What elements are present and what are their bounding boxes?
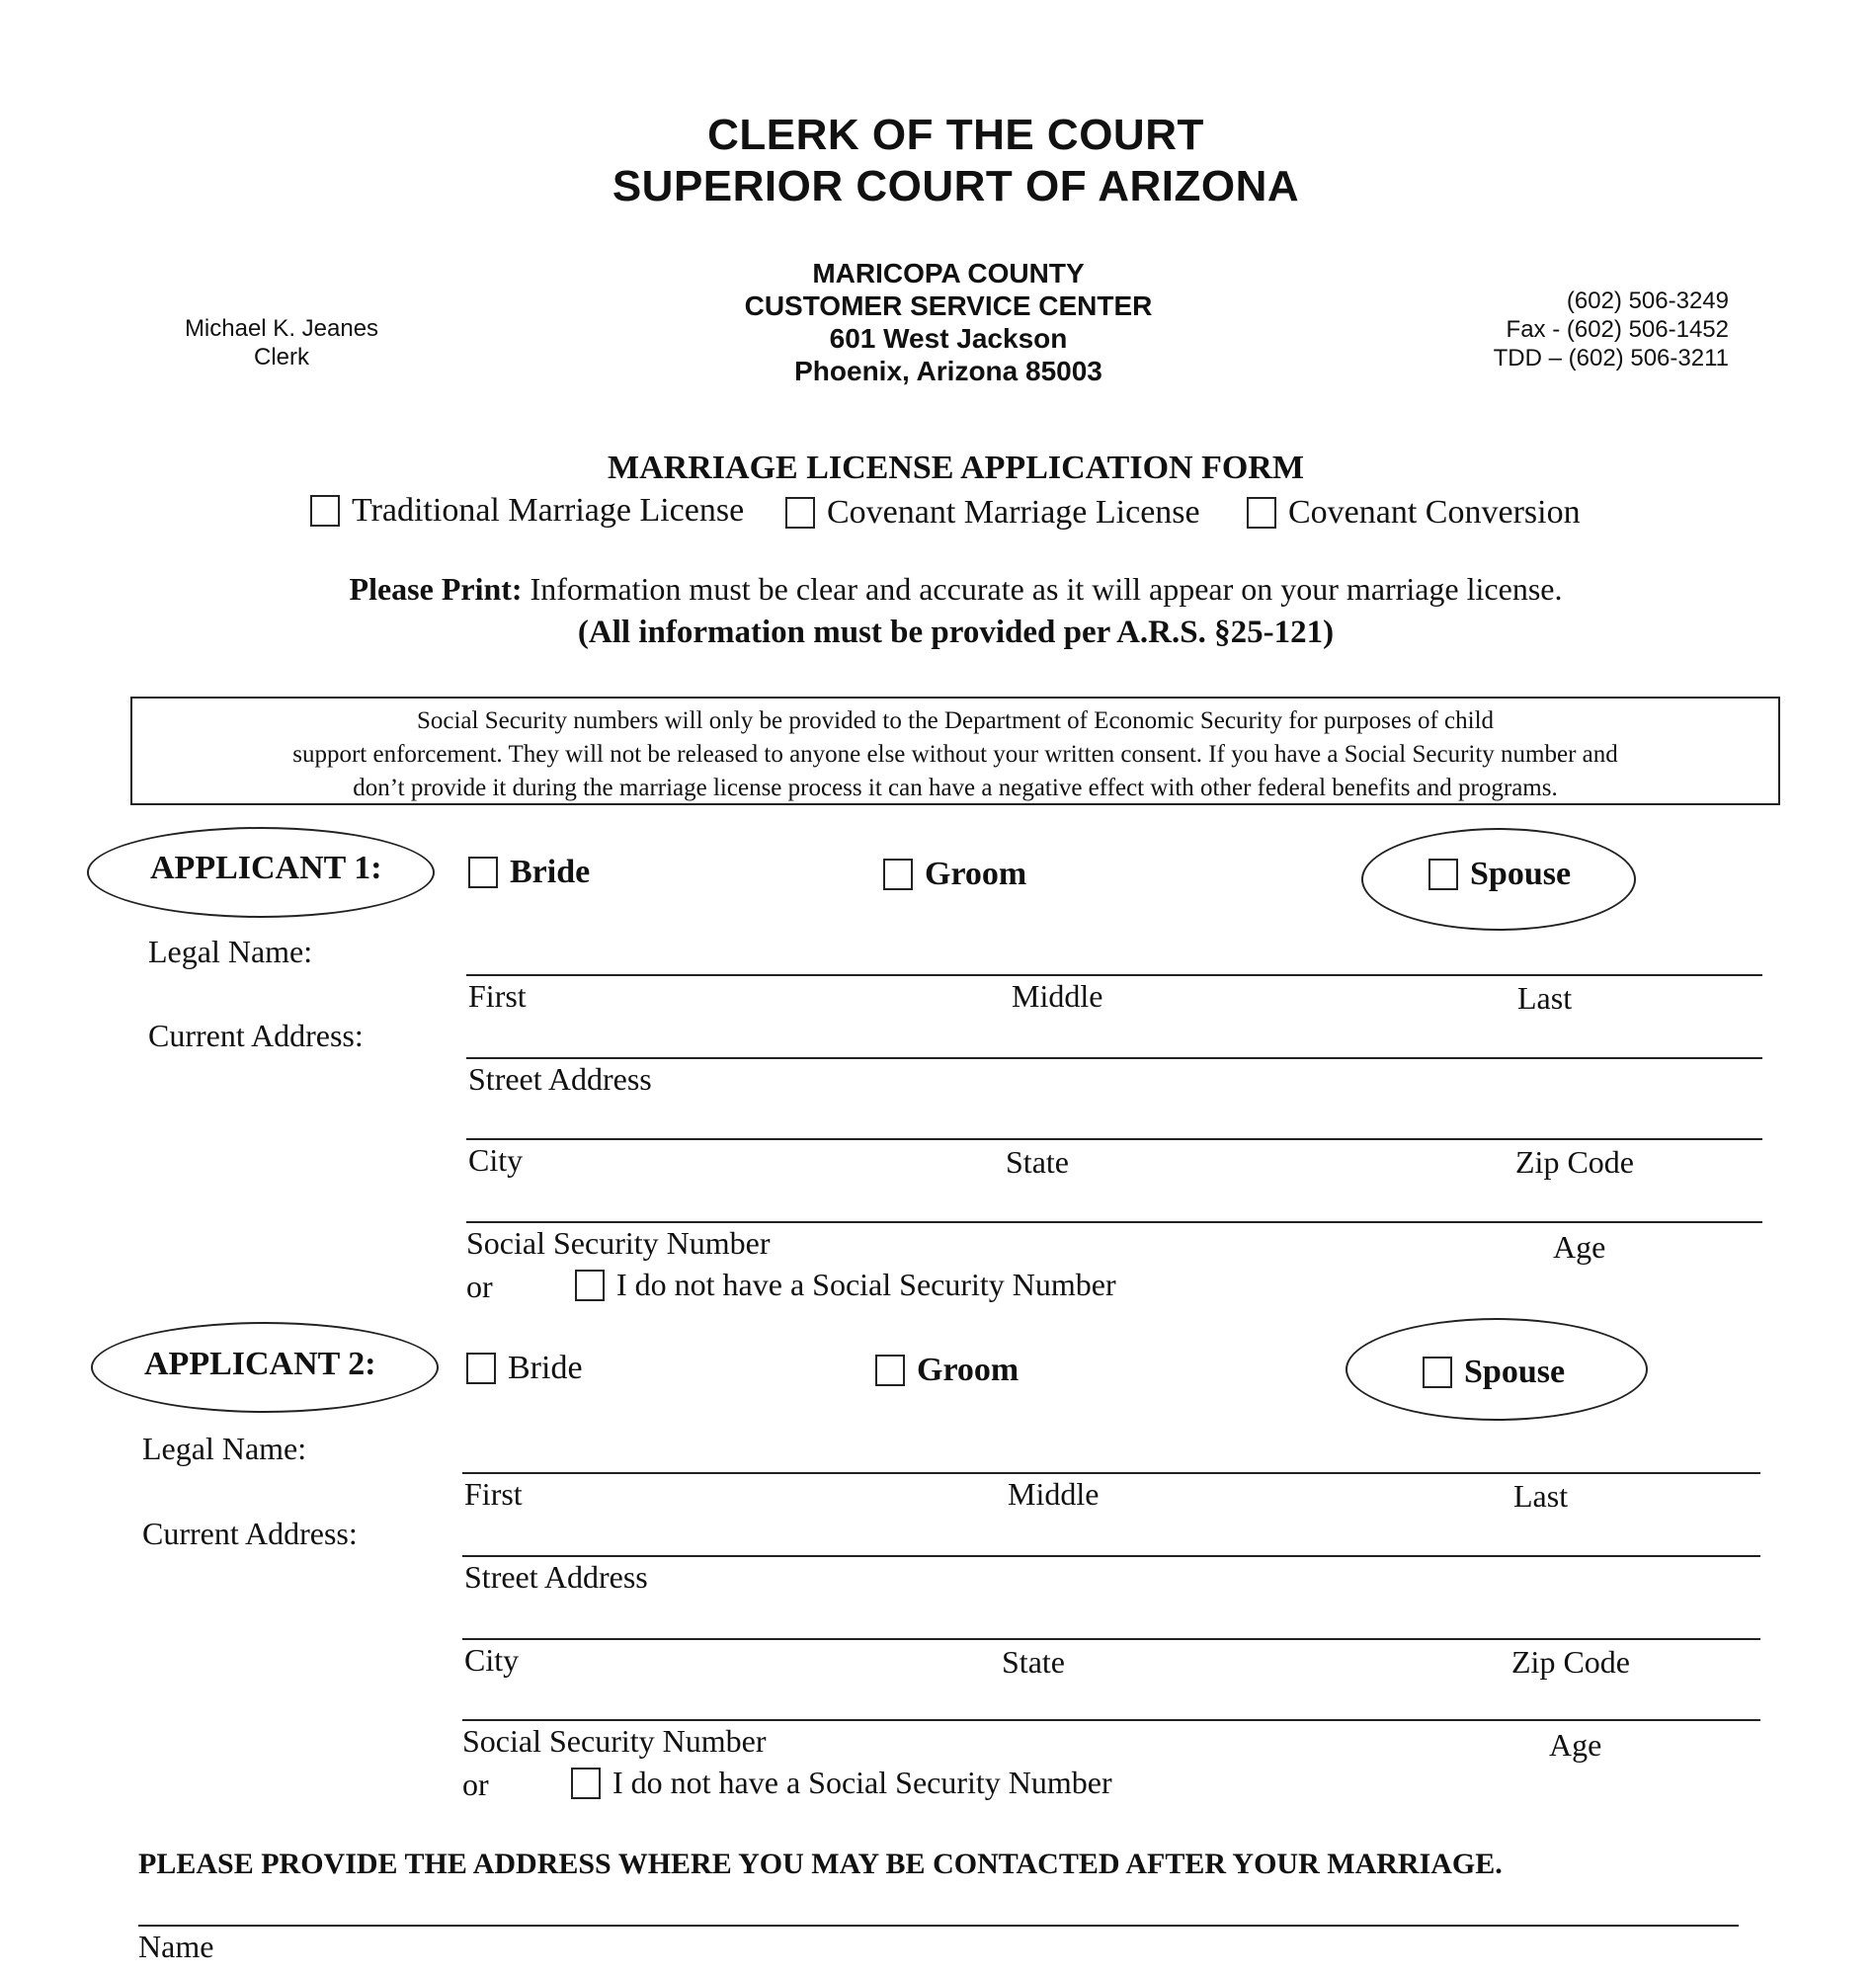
applicant2-first-label: First: [464, 1476, 523, 1512]
applicant2-last-label: Last: [1513, 1478, 1569, 1514]
applicant1-groom-label: Groom: [925, 856, 1027, 892]
ssn-notice-line3: don’t provide it during the marriage license process it can have a negative effect with other federal benefits and programs.: [353, 775, 1558, 801]
applicant2-ssn-line[interactable]: [462, 1719, 1760, 1721]
applicant1-spouse-option[interactable]: [1428, 856, 1571, 893]
tdd-number: TDD – (602) 506-3211: [1493, 345, 1729, 371]
applicant2-or-label: or: [462, 1767, 489, 1802]
applicant1-last-label: Last: [1517, 980, 1573, 1016]
applicant1-street-line[interactable]: [466, 1057, 1762, 1059]
applicant1-no-ssn-label: I do not have a Social Security Number: [616, 1267, 1116, 1302]
applicant1-groom-option[interactable]: [883, 856, 1026, 893]
license-conversion-checkbox[interactable]: [1247, 497, 1276, 529]
header-center: CUSTOMER SERVICE CENTER: [744, 290, 1153, 321]
applicant1-spouse-label: Spouse: [1470, 856, 1572, 892]
applicant1-zip-label: Zip Code: [1515, 1144, 1634, 1180]
applicant1-no-ssn-option[interactable]: [575, 1267, 1116, 1303]
applicant2-city-line[interactable]: [462, 1638, 1760, 1640]
header-city: Phoenix, Arizona 85003: [794, 356, 1102, 386]
header-street: 601 West Jackson: [829, 323, 1068, 354]
applicant1-no-ssn-checkbox[interactable]: [575, 1270, 605, 1301]
applicant2-bride-checkbox[interactable]: [466, 1353, 496, 1384]
header-address-block: [692, 257, 1205, 387]
applicant2-name-line[interactable]: [462, 1472, 1760, 1474]
print-label: Please Print:: [349, 571, 523, 607]
applicant2-street-label: Street Address: [464, 1559, 648, 1595]
applicant1-bride-checkbox[interactable]: [468, 857, 498, 888]
applicant1-first-label: First: [468, 978, 527, 1014]
applicant2-no-ssn-checkbox[interactable]: [571, 1768, 601, 1799]
print-instructions: [0, 571, 1876, 608]
applicant2-spouse-option[interactable]: [1423, 1354, 1565, 1391]
license-covenant-checkbox[interactable]: [785, 497, 815, 529]
ssn-notice-line2: support enforcement. They will not be released to anyone else without your written consent. If you have a Social Security number and: [292, 741, 1618, 768]
license-covenant-label: Covenant Marriage License: [827, 494, 1200, 531]
applicant1-heading: APPLICANT 1:: [150, 850, 382, 886]
clerk-block: [163, 314, 400, 371]
contact-heading: PLEASE PROVIDE THE ADDRESS WHERE YOU MAY BE CONTACTED AFTER YOUR MARRIAGE.: [138, 1848, 1503, 1880]
header-title-line1: CLERK OF THE COURT: [707, 111, 1204, 159]
header-county: MARICOPA COUNTY: [812, 258, 1085, 288]
header-title-line2: SUPERIOR COURT OF ARIZONA: [612, 162, 1300, 210]
applicant2-spouse-label: Spouse: [1464, 1354, 1566, 1390]
applicant2-spouse-checkbox[interactable]: [1423, 1357, 1452, 1388]
applicant2-groom-checkbox[interactable]: [875, 1355, 905, 1386]
phone-number: (602) 506-3249: [1566, 288, 1729, 314]
applicant1-bride-option[interactable]: [468, 854, 590, 891]
statute-note: (All information must be provided per A.R.S. §25-121): [577, 615, 1335, 650]
applicant1-groom-checkbox[interactable]: [883, 859, 913, 890]
applicant2-street-line[interactable]: [462, 1555, 1760, 1557]
license-traditional-checkbox[interactable]: [310, 495, 340, 527]
applicant2-zip-label: Zip Code: [1511, 1644, 1630, 1680]
fax-number: Fax - (602) 506-1452: [1506, 316, 1729, 343]
clerk-title: Clerk: [253, 344, 309, 370]
license-covenant-option[interactable]: [785, 494, 1200, 532]
ssn-notice-box: [130, 697, 1780, 805]
license-conversion-option[interactable]: [1247, 494, 1581, 532]
applicant2-bride-label: Bride: [508, 1350, 583, 1386]
print-text: Information must be clear and accurate as it will appear on your marriage license.: [530, 571, 1563, 607]
applicant2-state-label: State: [1002, 1644, 1065, 1680]
applicant1-name-line[interactable]: [466, 974, 1762, 976]
contact-numbers: [1432, 287, 1729, 372]
ssn-notice-line1: Social Security numbers will only be provided to the Department of Economic Security for purposes of child: [416, 707, 1495, 734]
applicant2-heading: APPLICANT 2:: [144, 1346, 376, 1382]
applicant2-groom-option[interactable]: [875, 1352, 1019, 1389]
applicant2-groom-label: Groom: [917, 1352, 1020, 1388]
applicant1-ssn-label: Social Security Number: [466, 1225, 771, 1261]
applicant1-city-label: City: [468, 1142, 524, 1178]
applicant2-current-address-label: Current Address:: [142, 1516, 358, 1551]
applicant1-current-address-label: Current Address:: [148, 1018, 364, 1053]
applicant2-middle-label: Middle: [1008, 1476, 1100, 1512]
applicant1-ssn-line[interactable]: [466, 1221, 1762, 1223]
contact-name-line[interactable]: [138, 1925, 1739, 1927]
license-traditional-option[interactable]: [310, 492, 744, 530]
applicant1-legal-name-label: Legal Name:: [148, 934, 313, 969]
contact-name-label: Name: [138, 1929, 214, 1964]
applicant2-no-ssn-label: I do not have a Social Security Number: [612, 1765, 1112, 1800]
license-traditional-label: Traditional Marriage License: [352, 492, 745, 529]
applicant2-bride-option[interactable]: [466, 1350, 583, 1387]
applicant1-bride-label: Bride: [510, 854, 591, 890]
applicant1-or-label: or: [466, 1269, 493, 1304]
applicant1-spouse-checkbox[interactable]: [1428, 859, 1458, 890]
license-conversion-label: Covenant Conversion: [1288, 494, 1581, 531]
applicant2-legal-name-label: Legal Name:: [142, 1431, 307, 1466]
applicant2-no-ssn-option[interactable]: [571, 1765, 1112, 1801]
form-title: MARRIAGE LICENSE APPLICATION FORM: [608, 450, 1304, 486]
applicant2-age-label: Age: [1549, 1727, 1602, 1763]
applicant1-middle-label: Middle: [1012, 978, 1103, 1014]
applicant1-street-label: Street Address: [468, 1061, 652, 1097]
applicant1-age-label: Age: [1553, 1229, 1606, 1265]
applicant1-state-label: State: [1006, 1144, 1069, 1180]
clerk-name: Michael K. Jeanes: [184, 315, 379, 342]
applicant2-city-label: City: [464, 1642, 520, 1678]
applicant1-city-line[interactable]: [466, 1138, 1762, 1140]
applicant2-ssn-label: Social Security Number: [462, 1723, 767, 1759]
